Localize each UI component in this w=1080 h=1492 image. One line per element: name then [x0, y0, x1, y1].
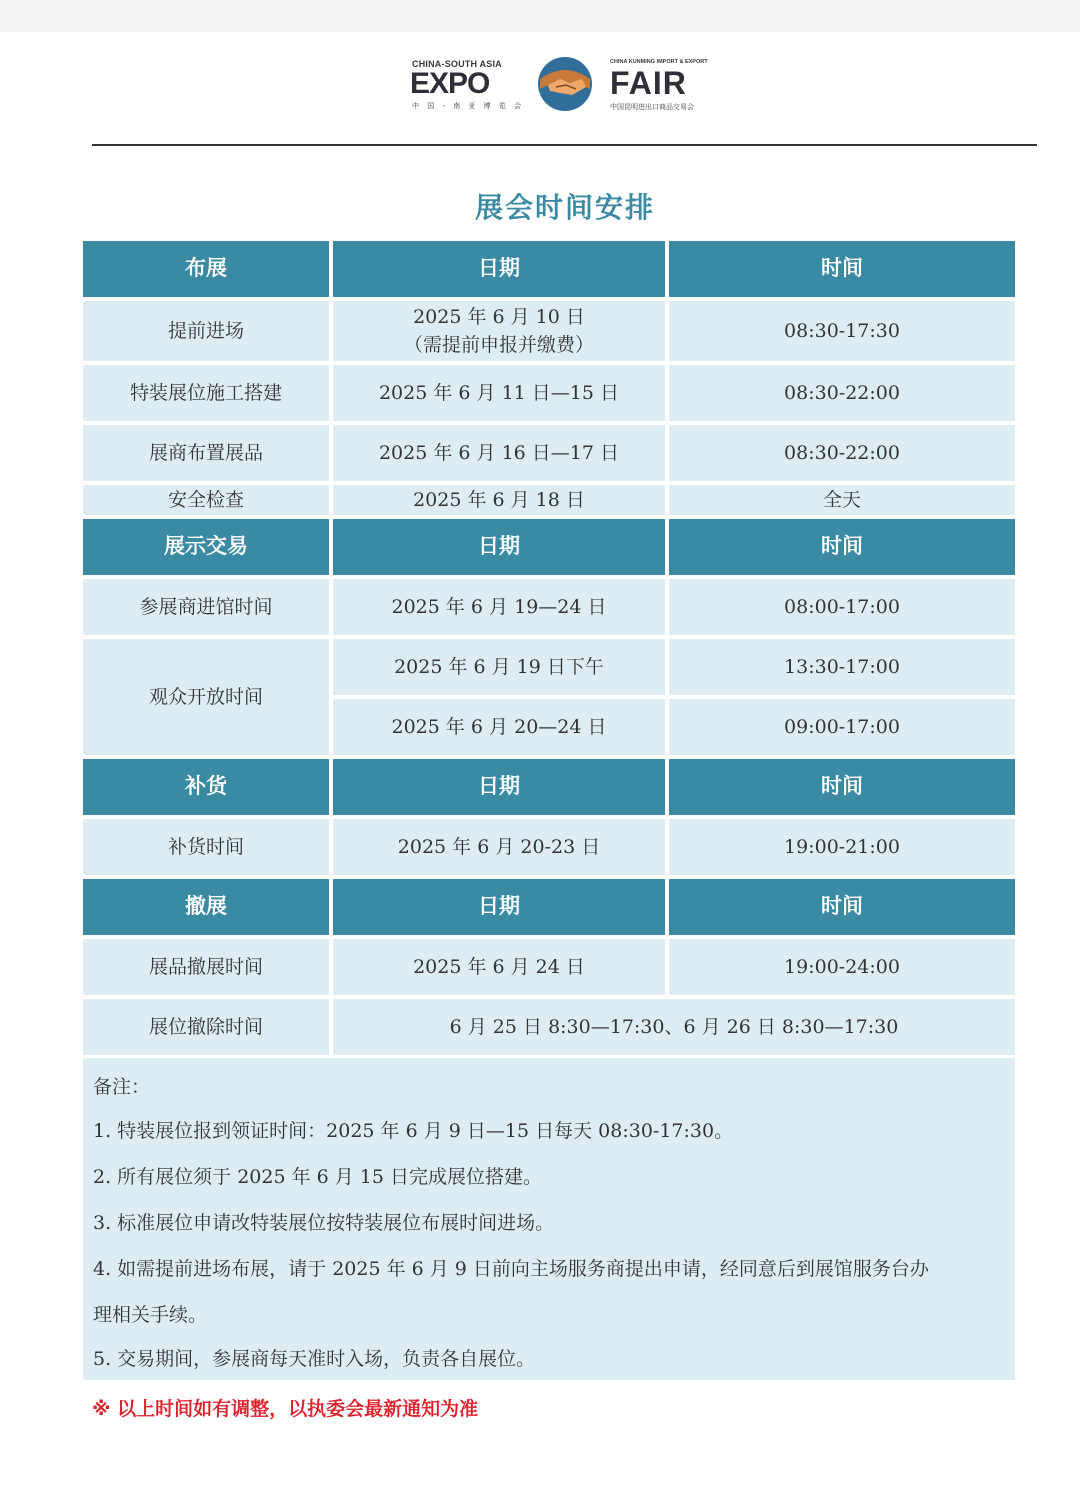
table-row	[83, 301, 1015, 365]
row-date-time: 6 月 25 日 8:30—17:30、6 月 26 日 8:30—17:30	[333, 999, 1015, 1059]
fair-logo	[610, 59, 730, 113]
header-divider	[92, 144, 1037, 146]
row-time: 全天	[669, 485, 1015, 519]
row-name: 特装展位施工搭建	[83, 365, 333, 425]
header-cell-date: 日期	[333, 759, 669, 819]
row-time: 08:30-22:00	[669, 425, 1015, 485]
table-row	[83, 425, 1015, 485]
header-cell-time: 时间	[669, 759, 1015, 819]
row-date: 2025 年 6 月 19 日下午	[333, 639, 669, 699]
header-cell-trade: 展示交易	[83, 519, 333, 579]
table-row	[83, 999, 1015, 1059]
row-time: 08:30-17:30	[669, 301, 1015, 365]
row-name: 补货时间	[83, 819, 333, 879]
section-header-restock	[83, 759, 1015, 819]
row-name: 参展商进馆时间	[83, 579, 333, 639]
header-cell-time: 时间	[669, 879, 1015, 939]
row-date: 2025 年 6 月 20—24 日	[333, 699, 669, 759]
expo-logo-bottom-text: 中 国 - 南 亚 博 览 会	[412, 102, 525, 110]
expo-logo-main-text: EXPO	[410, 67, 490, 100]
row-date-note: （需提前申报并缴费）	[403, 334, 594, 356]
header-cell-time: 时间	[669, 519, 1015, 579]
row-name: 提前进场	[83, 301, 333, 365]
header-cell-date: 日期	[333, 519, 669, 579]
row-name: 展商布置展品	[83, 425, 333, 485]
row-date: 2025 年 6 月 20-23 日	[333, 819, 669, 879]
row-time: 13:30-17:00	[669, 639, 1015, 699]
row-time: 19:00-24:00	[669, 939, 1015, 999]
note-item: 5. 交易期间，参展商每天准时入场，负责各自展位。	[93, 1348, 536, 1370]
row-date: 2025 年 6 月 16 日—17 日	[333, 425, 669, 485]
table-row	[83, 579, 1015, 639]
fair-logo-bottom-text: 中国昆明进出口商品交易会	[610, 103, 694, 111]
row-time: 09:00-17:00	[669, 699, 1015, 759]
row-time: 08:30-22:00	[669, 365, 1015, 425]
table-row	[83, 485, 1015, 519]
header-cell-setup: 布展	[83, 241, 333, 301]
adjustment-notice: ※ 以上时间如有调整，以执委会最新通知为准	[92, 1398, 479, 1420]
note-item: 1. 特装展位报到领证时间：2025 年 6 月 9 日—15 日每天 08:30-17:30。	[93, 1120, 734, 1142]
fair-logo-main-text: FAIR	[610, 65, 687, 101]
notes-label: 备注：	[93, 1076, 151, 1098]
row-name: 展品撤展时间	[83, 939, 333, 999]
note-item: 4. 如需提前进场布展，请于 2025 年 6 月 9 日前向主场服务商提出申请，经同意后到展馆服务台办	[93, 1258, 929, 1280]
header-cell-date: 日期	[333, 241, 669, 301]
header-cell-date: 日期	[333, 879, 669, 939]
row-date	[333, 301, 669, 365]
table-row	[83, 939, 1015, 999]
schedule-table	[83, 241, 1015, 1059]
expo-logo-top-text: CHINA-SOUTH ASIA	[412, 59, 502, 69]
header-cell-teardown: 撤展	[83, 879, 333, 939]
table-row	[83, 365, 1015, 425]
row-time: 08:00-17:00	[669, 579, 1015, 639]
header-cell-restock: 补货	[83, 759, 333, 819]
table-row	[83, 819, 1015, 879]
row-date: 2025 年 6 月 24 日	[333, 939, 669, 999]
row-name: 展位撤除时间	[83, 999, 333, 1059]
note-item: 2. 所有展位须于 2025 年 6 月 15 日完成展位搭建。	[93, 1166, 543, 1188]
notes-box	[83, 1058, 1015, 1380]
table-row	[83, 639, 1015, 699]
note-item: 理相关手续。	[93, 1304, 208, 1326]
row-date: 2025 年 6 月 19—24 日	[333, 579, 669, 639]
page-title: 展会时间安排	[474, 191, 655, 224]
row-date-main: 2025 年 6 月 10 日	[413, 305, 585, 328]
row-name: 安全检查	[83, 485, 333, 519]
section-header-teardown	[83, 879, 1015, 939]
header-logos	[0, 55, 1080, 115]
row-name: 观众开放时间	[83, 639, 333, 759]
handshake-emblem-icon	[536, 55, 594, 113]
expo-logo	[410, 59, 530, 113]
row-time: 19:00-21:00	[669, 819, 1015, 879]
section-header-trade	[83, 519, 1015, 579]
row-date: 2025 年 6 月 18 日	[333, 485, 669, 519]
note-item: 3. 标准展位申请改特装展位按特装展位布展时间进场。	[93, 1212, 555, 1234]
section-header-setup	[83, 241, 1015, 301]
row-date: 2025 年 6 月 11 日—15 日	[333, 365, 669, 425]
header-cell-time: 时间	[669, 241, 1015, 301]
fair-logo-top-text: CHINA KUNMING IMPORT & EXPORT	[610, 59, 708, 65]
